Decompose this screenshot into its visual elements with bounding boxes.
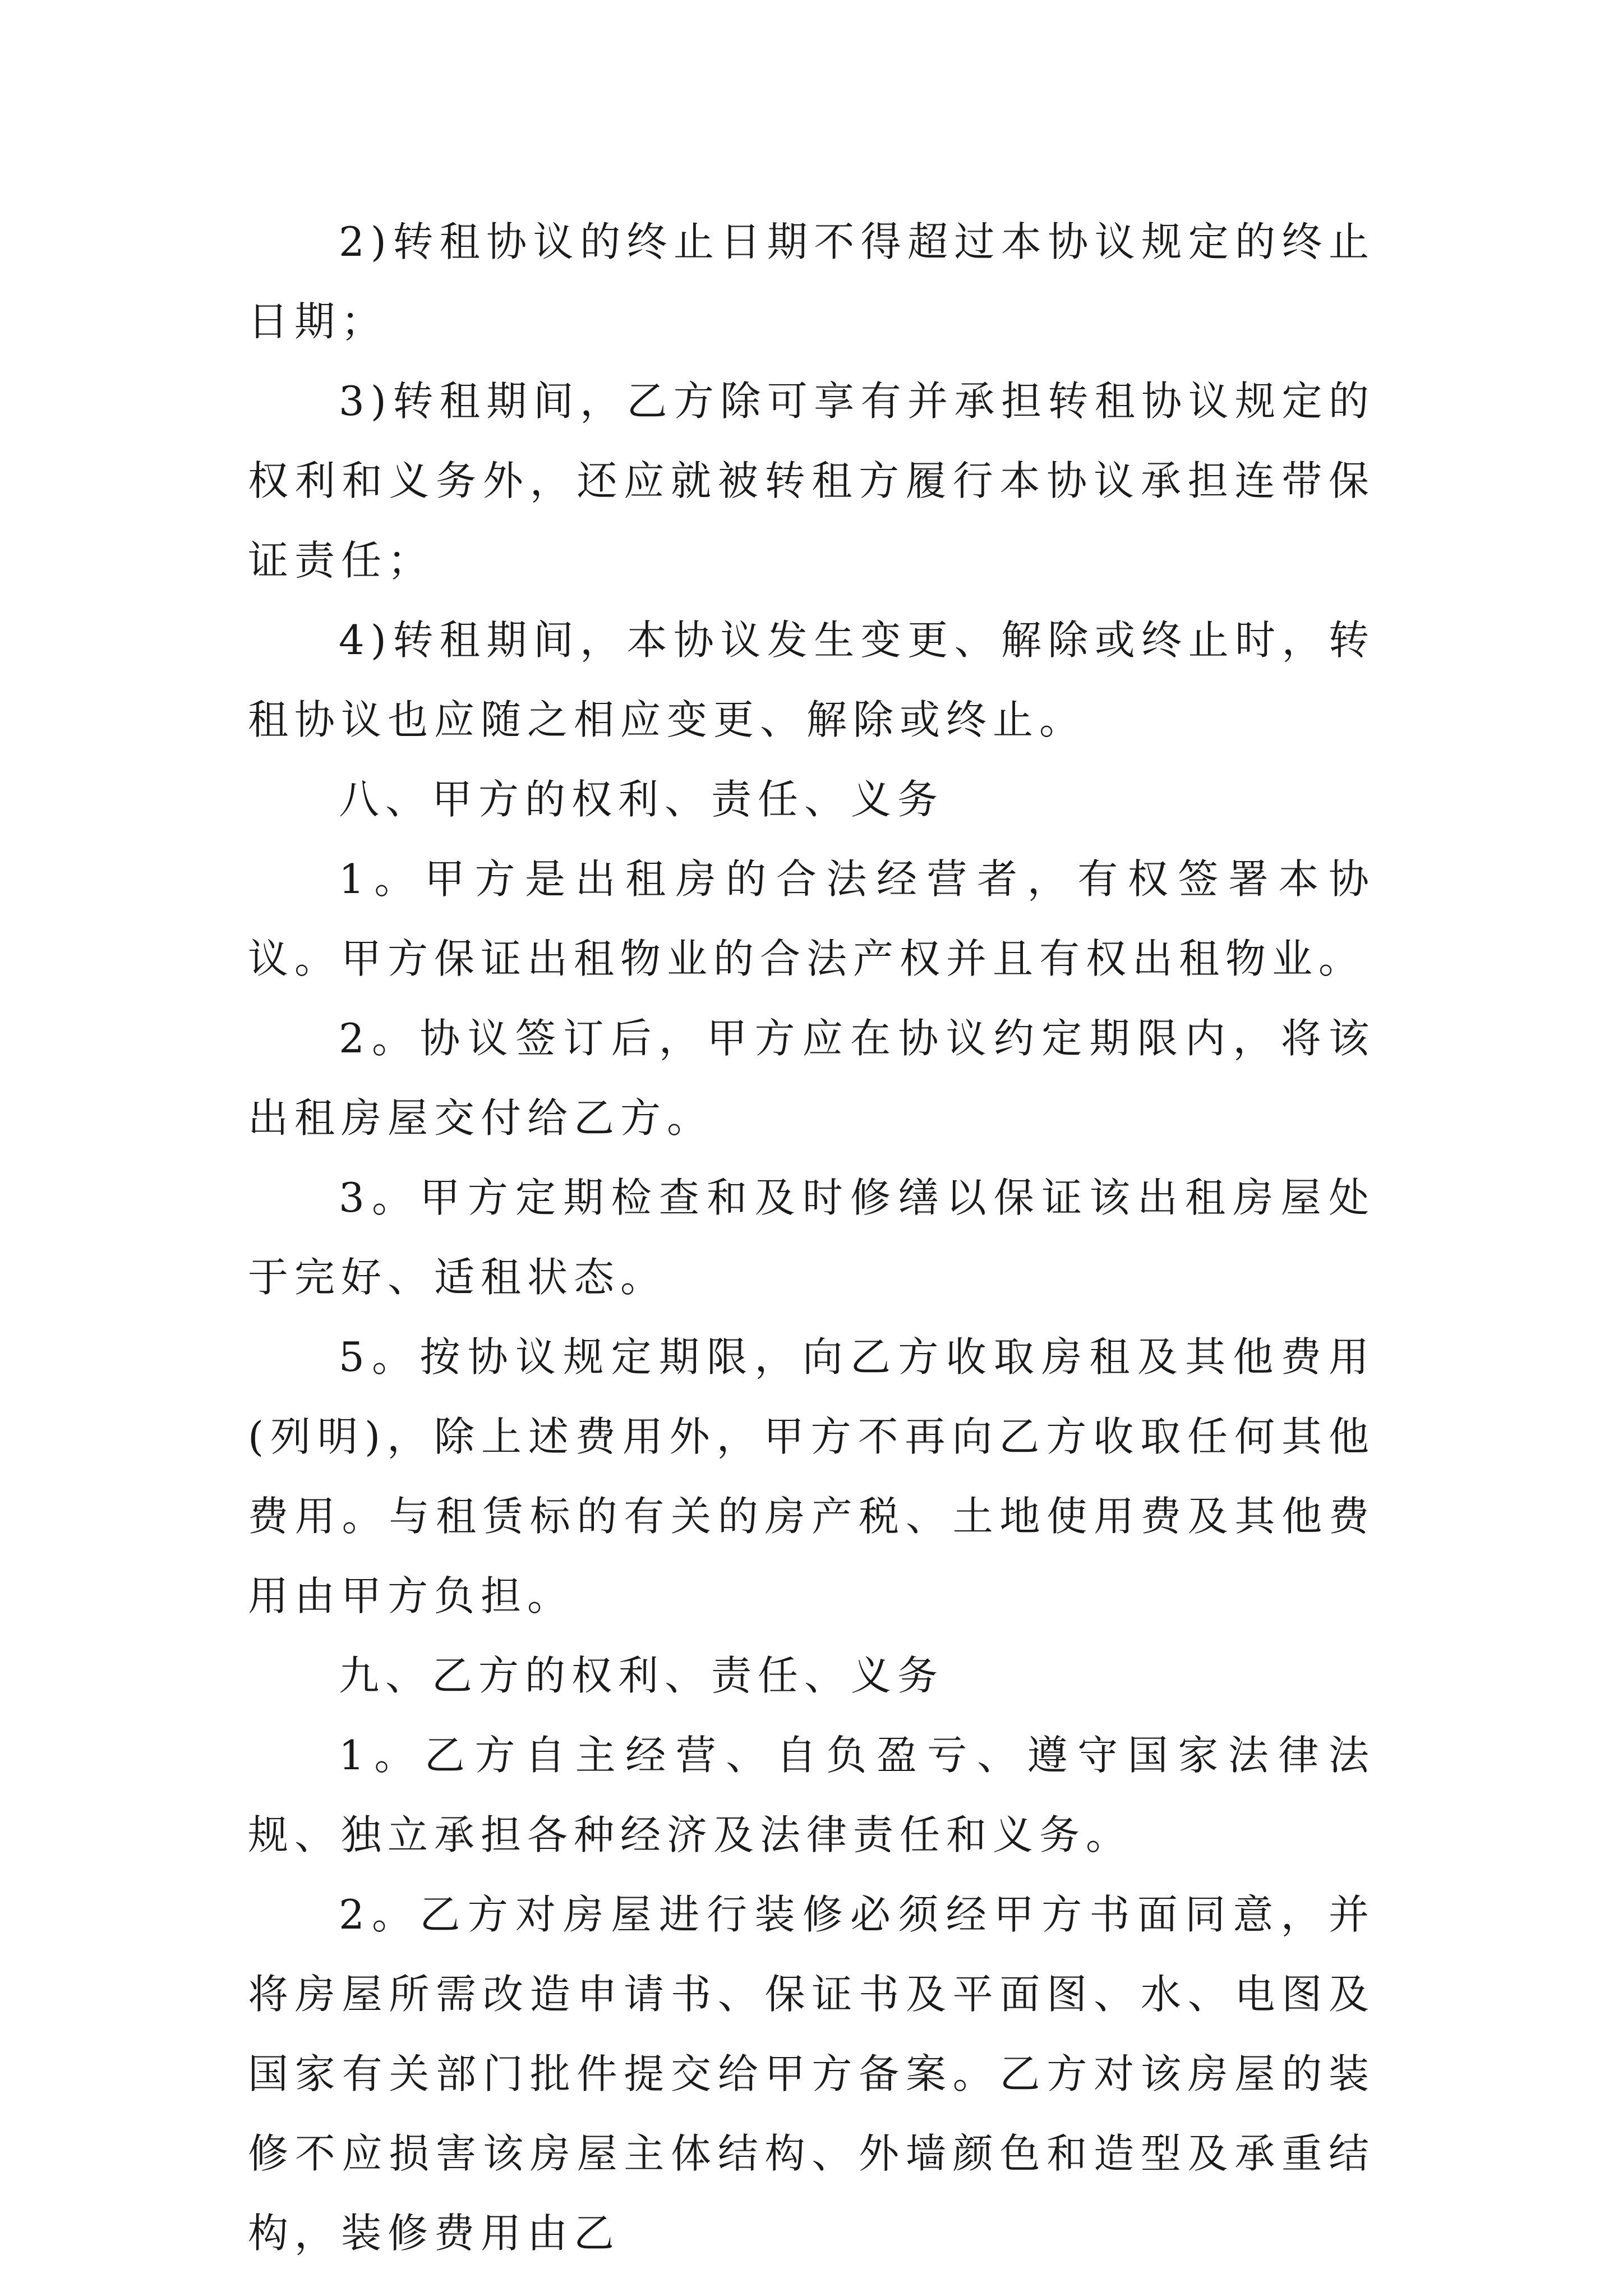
paragraph-party-b-item-1: 1。乙方自主经营、自负盈亏、遵守国家法律法规、独立承担各种经济及法律责任和义务。 [248,1732,1375,1858]
paragraph-party-a-item-1: 1。甲方是出租房的合法经营者，有权签署本协议。甲方保证出租物业的合法产权并且有权出租物业。 [248,855,1375,982]
document-body [248,202,1375,2273]
paragraph-party-a-item-5: 5。按协议规定期限，向乙方收取房租及其他费用(列明)，除上述费用外，甲方不再向乙方收取任何其他费用。与租赁标的有关的房产税、土地使用费及其他费用由甲方负担。 [248,1333,1375,1619]
paragraph-sublease-termination: 4)转租期间，本协议发生变更、解除或终止时，转租协议也应随之相应变更、解除或终止。 [248,616,1375,743]
paragraph-party-b-item-2: 2。乙方对房屋进行装修必须经甲方书面同意，并将房屋所需改造申请书、保证书及平面图、水、电图及国家有关部门批件提交给甲方备案。乙方对该房屋的装修不应损害该房屋主体结构、外墙颜色和造型及承重结构，装修费用由乙 [248,1891,1375,2257]
paragraph-sublease-rights: 3)转租期间，乙方除可享有并承担转租协议规定的权利和义务外，还应就被转租方履行本协议承担连带保证责任； [248,378,1375,584]
paragraph-party-a-item-2: 2。协议签订后，甲方应在协议约定期限内，将该出租房屋交付给乙方。 [248,1015,1375,1142]
section-heading-party-a: 八、甲方的权利、责任、义务 [339,776,944,823]
paragraph-sublease-end-date: 2)转租协议的终止日期不得超过本协议规定的终止日期； [248,218,1375,345]
paragraph-party-a-item-3: 3。甲方定期检查和及时修缮以保证该出租房屋处于完好、适租状态。 [248,1174,1375,1301]
section-heading-party-b: 九、乙方的权利、责任、义务 [339,1652,944,1699]
